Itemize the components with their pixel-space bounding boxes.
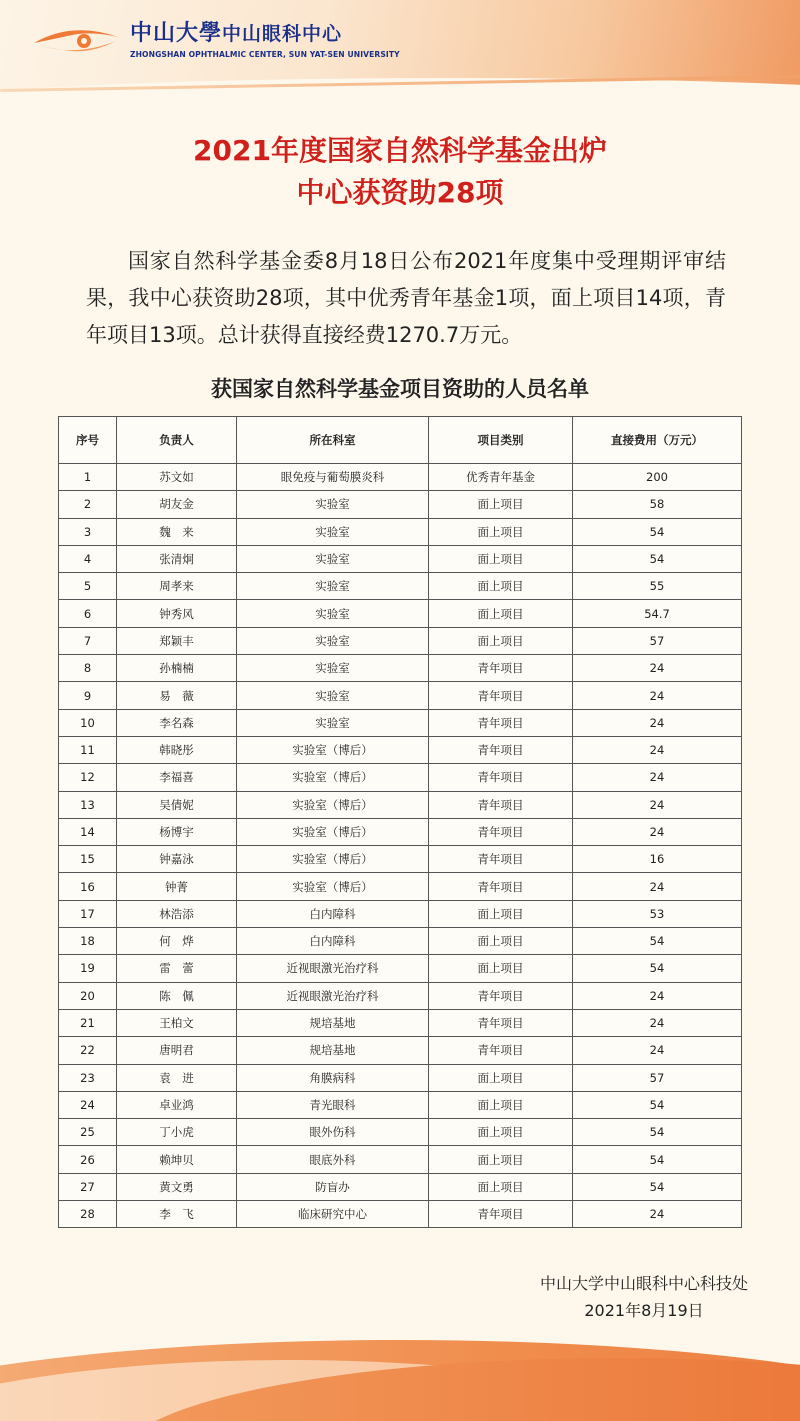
table-cell: 面上项目 (429, 1146, 573, 1173)
table-cell: 魏 来 (117, 518, 237, 545)
table-cell: 雷 蕾 (117, 955, 237, 982)
table-cell: 胡友金 (117, 491, 237, 518)
table-cell: 实验室（博后） (237, 764, 429, 791)
table-cell: 3 (59, 518, 117, 545)
table-row (59, 1064, 742, 1091)
table-row (59, 955, 742, 982)
table-cell: 青年项目 (429, 682, 573, 709)
table-cell: 实验室 (237, 709, 429, 736)
table-cell: 16 (573, 846, 742, 873)
table-row (59, 655, 742, 682)
table-cell: 54 (573, 1173, 742, 1200)
table-cell: 面上项目 (429, 600, 573, 627)
table-cell: 4 (59, 545, 117, 572)
table-row (59, 1037, 742, 1064)
table-cell: 13 (59, 791, 117, 818)
table-cell: 李名森 (117, 709, 237, 736)
table-cell: 8 (59, 655, 117, 682)
table-cell: 实验室（博后） (237, 818, 429, 845)
table-row (59, 1173, 742, 1200)
table-row (59, 873, 742, 900)
table-cell: 苏文如 (117, 464, 237, 491)
table-row (59, 682, 742, 709)
table-cell: 54 (573, 1119, 742, 1146)
table-cell: 24 (573, 736, 742, 763)
table-cell: 青年项目 (429, 1201, 573, 1228)
footer-signature (540, 1270, 748, 1324)
table-row (59, 709, 742, 736)
table-cell: 实验室 (237, 600, 429, 627)
table-cell: 优秀青年基金 (429, 464, 573, 491)
table-cell: 16 (59, 873, 117, 900)
table-cell: 实验室（博后） (237, 873, 429, 900)
funding-table (58, 416, 742, 1228)
table-cell: 面上项目 (429, 955, 573, 982)
table-cell: 14 (59, 818, 117, 845)
table-cell: 24 (573, 1009, 742, 1036)
table-row (59, 1201, 742, 1228)
table-cell: 24 (573, 655, 742, 682)
table-row (59, 491, 742, 518)
table-cell: 近视眼激光治疗科 (237, 982, 429, 1009)
table-cell: 24 (573, 873, 742, 900)
table-cell: 23 (59, 1064, 117, 1091)
table-cell: 实验室（博后） (237, 736, 429, 763)
table-row (59, 818, 742, 845)
table-cell: 防盲办 (237, 1173, 429, 1200)
page-title (0, 130, 800, 214)
table-row (59, 573, 742, 600)
table-cell: 20 (59, 982, 117, 1009)
table-row (59, 627, 742, 654)
table-cell: 钟嘉泳 (117, 846, 237, 873)
header-cell: 直接费用（万元） (573, 417, 742, 464)
table-cell: 眼底外科 (237, 1146, 429, 1173)
table-cell: 53 (573, 900, 742, 927)
table-header-row (59, 417, 742, 464)
table-cell: 面上项目 (429, 491, 573, 518)
table-row (59, 736, 742, 763)
table-cell: 55 (573, 573, 742, 600)
table-row (59, 982, 742, 1009)
table-cell: 规培基地 (237, 1037, 429, 1064)
table-cell: 面上项目 (429, 900, 573, 927)
table-cell: 临床研究中心 (237, 1201, 429, 1228)
table-cell: 青年项目 (429, 1037, 573, 1064)
logo-english-name: ZHONGSHAN OPHTHALMIC CENTER, SUN YAT-SEN UNIVERSITY (130, 50, 400, 59)
table-row (59, 1091, 742, 1118)
table-cell: 青年项目 (429, 791, 573, 818)
table-cell: 面上项目 (429, 573, 573, 600)
table-cell: 唐明君 (117, 1037, 237, 1064)
table-cell: 白内障科 (237, 928, 429, 955)
table-row (59, 846, 742, 873)
table-cell: 袁 进 (117, 1064, 237, 1091)
table-cell: 青光眼科 (237, 1091, 429, 1118)
table-cell: 实验室 (237, 545, 429, 572)
table-cell: 韩晓彤 (117, 736, 237, 763)
table-cell: 实验室 (237, 518, 429, 545)
table-cell: 面上项目 (429, 518, 573, 545)
table-cell: 近视眼激光治疗科 (237, 955, 429, 982)
table-cell: 易 薇 (117, 682, 237, 709)
table-cell: 面上项目 (429, 1064, 573, 1091)
table-cell: 27 (59, 1173, 117, 1200)
table-cell: 21 (59, 1009, 117, 1036)
table-cell: 钟秀风 (117, 600, 237, 627)
header-cell: 项目类别 (429, 417, 573, 464)
footer-org: 中山大学中山眼科中心科技处 (539, 1274, 748, 1293)
table-cell: 郑颖丰 (117, 627, 237, 654)
table-body (59, 464, 742, 1228)
intro-paragraph: 国家自然科学基金委8月18日公布2021年度集中受理期评审结果，我中心获资助28项，其中优秀青年基金1项，面上项目14项，青年项目13项。总计获得直接经费1270.7万元。 (86, 249, 726, 347)
title-line-1: 2021年度国家自然科学基金出炉 (193, 134, 607, 167)
logo-chinese-name: 中山大學中山眼科中心 (130, 20, 343, 46)
table-cell: 25 (59, 1119, 117, 1146)
table-cell: 15 (59, 846, 117, 873)
table-cell: 面上项目 (429, 928, 573, 955)
table-cell: 周孝来 (117, 573, 237, 600)
table-cell: 6 (59, 600, 117, 627)
table-cell: 王柏文 (117, 1009, 237, 1036)
table-cell: 18 (59, 928, 117, 955)
table-cell: 青年项目 (429, 982, 573, 1009)
table-cell: 何 烨 (117, 928, 237, 955)
table-cell: 陈 佩 (117, 982, 237, 1009)
table-cell: 青年项目 (429, 846, 573, 873)
table-cell: 7 (59, 627, 117, 654)
header-cell: 负责人 (117, 417, 237, 464)
table-cell: 实验室 (237, 573, 429, 600)
table-cell: 22 (59, 1037, 117, 1064)
table-cell: 实验室 (237, 627, 429, 654)
table-cell: 19 (59, 955, 117, 982)
table-cell: 实验室 (237, 655, 429, 682)
table-cell: 青年项目 (429, 736, 573, 763)
table-row (59, 900, 742, 927)
bottom-banner (0, 1330, 800, 1421)
table-cell: 24 (573, 709, 742, 736)
table-cell: 李 飞 (117, 1201, 237, 1228)
table-cell: 面上项目 (429, 1091, 573, 1118)
table-cell: 钟菁 (117, 873, 237, 900)
title-line-2: 中心获资助28项 (296, 176, 504, 209)
table-cell: 规培基地 (237, 1009, 429, 1036)
table-cell: 26 (59, 1146, 117, 1173)
table-cell: 林浩添 (117, 900, 237, 927)
table-row (59, 545, 742, 572)
table-cell: 赖坤贝 (117, 1146, 237, 1173)
table-cell: 青年项目 (429, 709, 573, 736)
table-row (59, 1009, 742, 1036)
table-cell: 24 (59, 1091, 117, 1118)
table-cell: 24 (573, 764, 742, 791)
table-cell: 24 (573, 982, 742, 1009)
table-cell: 青年项目 (429, 764, 573, 791)
table-cell: 2 (59, 491, 117, 518)
table-row (59, 764, 742, 791)
table-cell: 54 (573, 928, 742, 955)
table-row (59, 518, 742, 545)
table-cell: 卓业鸿 (117, 1091, 237, 1118)
table-cell: 实验室（博后） (237, 846, 429, 873)
header-cell: 序号 (59, 417, 117, 464)
table-cell: 57 (573, 627, 742, 654)
table-cell: 青年项目 (429, 655, 573, 682)
header-cell: 所在科室 (237, 417, 429, 464)
table-title: 获国家自然科学基金项目资助的人员名单 (211, 377, 589, 401)
table-cell: 角膜病科 (237, 1064, 429, 1091)
table-cell: 28 (59, 1201, 117, 1228)
table-cell: 丁小虎 (117, 1119, 237, 1146)
table-cell: 实验室 (237, 682, 429, 709)
table-row (59, 464, 742, 491)
table-cell: 青年项目 (429, 873, 573, 900)
table-cell: 实验室 (237, 491, 429, 518)
table-cell: 24 (573, 791, 742, 818)
table-cell: 57 (573, 1064, 742, 1091)
table-cell: 58 (573, 491, 742, 518)
table-cell: 1 (59, 464, 117, 491)
eye-logo-icon (32, 23, 120, 57)
table-cell: 12 (59, 764, 117, 791)
table-row (59, 600, 742, 627)
table-cell: 54 (573, 955, 742, 982)
table-row (59, 928, 742, 955)
table-cell: 面上项目 (429, 627, 573, 654)
table-cell: 54 (573, 1091, 742, 1118)
table-cell: 青年项目 (429, 818, 573, 845)
table-cell: 黄文勇 (117, 1173, 237, 1200)
table-row (59, 1119, 742, 1146)
table-cell: 9 (59, 682, 117, 709)
table-row (59, 1146, 742, 1173)
table-cell: 10 (59, 709, 117, 736)
table-cell: 54 (573, 1146, 742, 1173)
table-cell: 青年项目 (429, 1009, 573, 1036)
table-cell: 54 (573, 545, 742, 572)
table-cell: 面上项目 (429, 545, 573, 572)
table-cell: 白内障科 (237, 900, 429, 927)
table-cell: 张清炯 (117, 545, 237, 572)
table-cell: 面上项目 (429, 1173, 573, 1200)
footer-date: 2021年8月19日 (584, 1301, 704, 1320)
table-cell: 24 (573, 1037, 742, 1064)
table-cell: 24 (573, 818, 742, 845)
table-cell: 眼外伤科 (237, 1119, 429, 1146)
table-cell: 54 (573, 518, 742, 545)
table-cell: 李福喜 (117, 764, 237, 791)
table-cell: 54.7 (573, 600, 742, 627)
table-cell: 200 (573, 464, 742, 491)
table-cell: 5 (59, 573, 117, 600)
table-cell: 11 (59, 736, 117, 763)
table-cell: 眼免疫与葡萄膜炎科 (237, 464, 429, 491)
table-cell: 孙楠楠 (117, 655, 237, 682)
table-cell: 面上项目 (429, 1119, 573, 1146)
table-cell: 24 (573, 1201, 742, 1228)
table-cell: 杨博宇 (117, 818, 237, 845)
table-cell: 17 (59, 900, 117, 927)
table-row (59, 791, 742, 818)
table-cell: 24 (573, 682, 742, 709)
table-cell: 实验室（博后） (237, 791, 429, 818)
header-logo (32, 20, 400, 59)
table-cell: 吴倩妮 (117, 791, 237, 818)
